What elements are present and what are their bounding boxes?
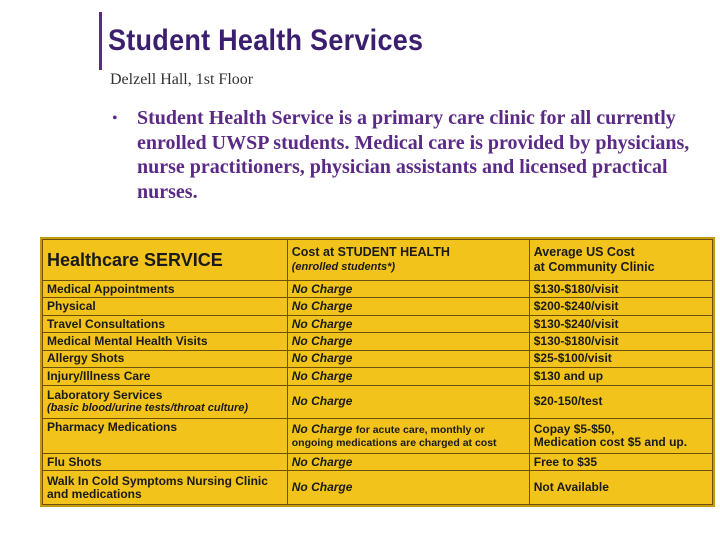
service-cell: Medical Appointments xyxy=(43,281,288,298)
us-cost-cell: $130-$240/visit xyxy=(529,315,712,332)
table-row xyxy=(43,315,713,332)
service-cell: Pharmacy Medications xyxy=(43,419,288,454)
us-cost-cell: $130-$180/visit xyxy=(529,333,712,350)
table-header-row xyxy=(43,240,713,281)
table-row xyxy=(43,453,713,470)
student-cost-cell: No Charge xyxy=(287,368,529,385)
slide-subtitle: Delzell Hall, 1st Floor xyxy=(110,71,254,88)
header-service: Healthcare SERVICE xyxy=(43,240,288,281)
student-cost-cell: No Charge xyxy=(287,471,529,505)
service-name-line2: and medications xyxy=(47,486,142,501)
service-cell: Injury/Illness Care xyxy=(43,368,288,385)
cost-table-image xyxy=(40,237,715,507)
us-cost-cell: $20-150/test xyxy=(529,385,712,419)
cost-table xyxy=(42,239,713,505)
us-cost-line1: Copay $5-$50, xyxy=(533,422,615,437)
service-cell xyxy=(43,471,288,505)
header-us-cost-line2: at Community Clinic xyxy=(533,260,655,274)
table-row xyxy=(43,471,713,505)
student-cost-cell: No Charge xyxy=(287,281,529,298)
service-cell: Physical xyxy=(43,298,288,315)
table-row xyxy=(43,385,713,419)
us-cost-line2: Medication cost $5 and up. xyxy=(533,435,688,450)
service-name: Walk In Cold Symptoms Nursing Clinic xyxy=(47,473,268,488)
header-student-cost-line1: Cost at STUDENT HEALTH xyxy=(291,245,450,259)
header-us-cost xyxy=(529,240,712,281)
us-cost-cell: $200-$240/visit xyxy=(529,298,712,315)
table-row xyxy=(43,333,713,350)
table-row xyxy=(43,281,713,298)
us-cost-cell: $130 and up xyxy=(529,368,712,385)
service-cell xyxy=(43,385,288,419)
service-cell: Allergy Shots xyxy=(43,350,288,367)
header-student-cost xyxy=(287,240,529,281)
bullet-dot-icon: • xyxy=(112,110,118,127)
us-cost-cell: $25-$100/visit xyxy=(529,350,712,367)
student-cost-cell: No Charge xyxy=(287,385,529,419)
student-cost-cell: No Charge xyxy=(287,333,529,350)
table-row xyxy=(43,419,713,454)
student-cost-cell xyxy=(287,419,529,454)
header-student-cost-line2: (enrolled students*) xyxy=(291,261,396,273)
us-cost-cell: Not Available xyxy=(529,471,712,505)
service-cell: Flu Shots xyxy=(43,453,288,470)
student-cost-cell: No Charge xyxy=(287,453,529,470)
student-cost-note-line2: ongoing medications are charged at cost xyxy=(291,436,497,449)
student-cost-value: No Charge xyxy=(291,421,353,436)
title-accent-bar xyxy=(99,12,102,70)
slide-title: Student Health Services xyxy=(108,24,424,57)
service-subnote: (basic blood/urine tests/throat culture) xyxy=(47,401,249,414)
student-cost-cell: No Charge xyxy=(287,298,529,315)
student-cost-note: for acute care, monthly or xyxy=(355,423,485,436)
table-row xyxy=(43,298,713,315)
bullet-item xyxy=(112,106,702,204)
service-cell: Travel Consultations xyxy=(43,315,288,332)
bullet-text: Student Health Service is a primary care clinic for all currently enrolled UWSP students. Medical care is provided by physicians, nurse practitioners, physician assistants and licensed practical nurses. xyxy=(137,107,690,203)
us-cost-cell: $130-$180/visit xyxy=(529,281,712,298)
table-row xyxy=(43,368,713,385)
header-us-cost-line1: Average US Cost xyxy=(533,245,635,259)
table-row xyxy=(43,350,713,367)
student-cost-cell: No Charge xyxy=(287,315,529,332)
us-cost-cell: Free to $35 xyxy=(529,453,712,470)
student-cost-cell: No Charge xyxy=(287,350,529,367)
service-cell: Medical Mental Health Visits xyxy=(43,333,288,350)
service-name: Laboratory Services xyxy=(47,387,163,402)
us-cost-cell xyxy=(529,419,712,454)
